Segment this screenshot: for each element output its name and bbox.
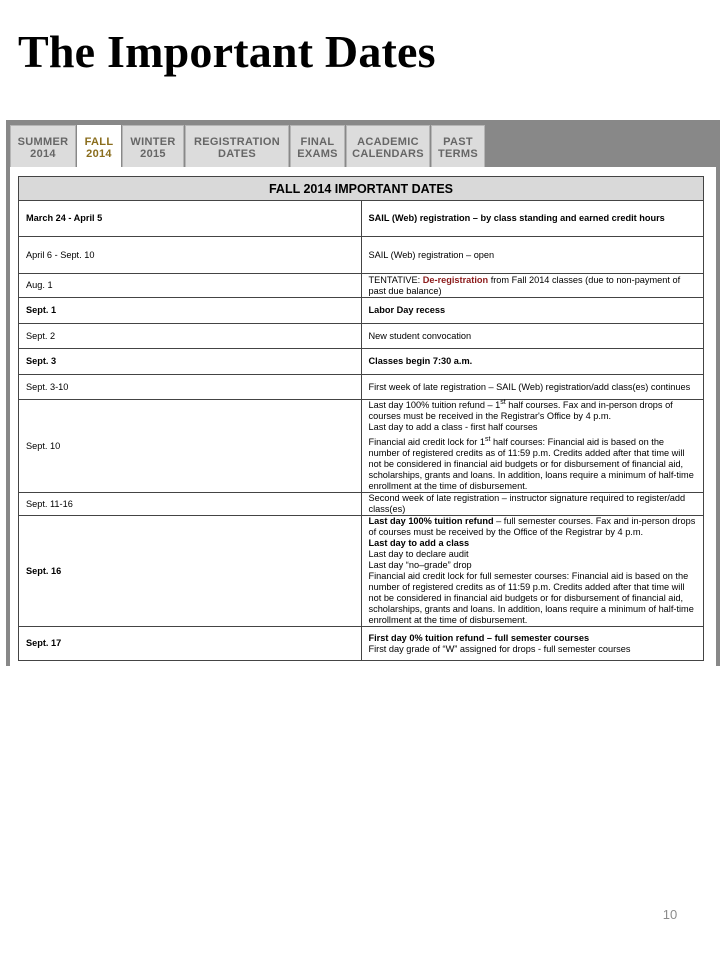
table-row [19,516,704,627]
row-date: Sept. 16 [19,516,362,627]
row-description [361,516,704,627]
row-date: Sept. 3 [19,349,362,375]
desc-suffix: from Fall 2014 classes (due to non-payment of past due balance) [368,274,681,296]
slide-title: The Important Dates [18,26,436,77]
row-date: March 24 - April 5 [19,201,362,237]
tab-label-line1: FINAL [300,136,335,148]
row-description: SAIL (Web) registration – by class standing and earned credit hours [361,201,704,237]
tab-label-line2: EXAMS [297,148,338,160]
desc-line: Financial aid credit lock for full semester courses: Financial aid is based on the number of registered credits as of 11:59 p.m. Credits added after that time will not be considered in financial aid budgets or for disbursement of financial aid, scholarships, grants and loans. In addition, loans require a minimum of half-time enrollment at the time of disbursement. [368,571,694,625]
important-dates-table [18,176,704,661]
tab-past-terms[interactable] [431,125,485,167]
tab-label-line1: FALL [84,136,114,148]
table-row [19,493,704,516]
tab-label-line1: PAST [443,136,473,148]
row-description [361,400,704,493]
tab-summer-2014[interactable] [10,125,76,167]
desc-line: Last day to declare audit [368,549,469,559]
tab-label-line1: REGISTRATION [194,136,280,148]
row-date: Sept. 2 [19,324,362,349]
desc-line: Last day “no–grade” drop [368,560,472,570]
row-description: First week of late registration – SAIL (Web) registration/add class(es) continues [361,375,704,400]
row-description: Second week of late registration – instructor signature required to register/add class(es) [361,493,704,516]
desc-line [369,400,697,422]
tab-label-line2: 2014 [86,148,112,160]
row-description [361,274,704,298]
table-row [19,627,704,661]
tab-label-line2: CALENDARS [352,148,424,160]
row-date: April 6 - Sept. 10 [19,237,362,274]
desc-line: Last day to add a class - first half courses [368,422,538,432]
tab-label-line1: SUMMER [17,136,69,148]
desc-line: First day grade of “W” assigned for drops - full semester courses [368,643,631,654]
desc-line: Last day to add a class [368,538,470,548]
row-description: New student convocation [361,324,704,349]
table-row [19,298,704,324]
desc-text: Last day 100% tuition refund – 1 [368,400,501,410]
desc-prefix: TENTATIVE: [368,274,423,285]
row-date: Sept. 11-16 [19,493,362,516]
desc-line: First day 0% tuition refund – full semester courses [368,632,590,643]
screenshot-frame [6,120,720,666]
table-row [19,375,704,400]
desc-text: Financial aid credit lock for 1 [368,437,485,447]
table-row [19,237,704,274]
tab-label-line2: TERMS [438,148,478,160]
row-description: Labor Day recess [361,298,704,324]
desc-text: half courses: Financial aid is based on the number of registered credits as of 11:59 p.m. Credits added after that time will not be considered in financial aid budgets or for disbursement of financial aid, scholarships, grants and loans. In addition, loans require a minimum of half-time enrollment at the time of disbursement. [368,437,694,491]
desc-line [369,437,697,492]
tab-academic-calendars[interactable] [346,125,430,167]
row-description [361,627,704,661]
tab-label-line2: 2015 [140,148,166,160]
tab-winter-2015[interactable] [122,125,184,167]
desc-text: half courses. Fax and in-person drops of courses must be received in the Registrar's Office by 4 p.m. [368,400,673,421]
tab-label-line1: ACADEMIC [357,136,419,148]
desc-line [369,516,697,538]
row-date: Sept. 1 [19,298,362,324]
row-description: SAIL (Web) registration – open [361,237,704,274]
row-description: Classes begin 7:30 a.m. [361,349,704,375]
row-date: Sept. 10 [19,400,362,493]
desc-bold-text: Last day 100% tuition refund [368,516,494,526]
table-row [19,400,704,493]
row-date: Sept. 17 [19,627,362,661]
table-row [19,324,704,349]
row-date: Aug. 1 [19,274,362,298]
tab-fall-2014[interactable] [77,125,121,168]
tab-final-exams[interactable] [290,125,345,167]
page-number: 10 [662,907,678,922]
table-header: FALL 2014 IMPORTANT DATES [19,177,704,201]
table-row [19,201,704,237]
tab-label-line1: WINTER [130,136,176,148]
table-row [19,349,704,375]
desc-text: – full semester courses. Fax and in-person drops of courses must be received by the Office of the Registrar by 4 p.m. [368,516,696,537]
row-date: Sept. 3-10 [19,375,362,400]
ordinal-suffix: st [500,399,506,406]
de-registration-highlight: De-registration [422,274,489,285]
tab-label-line2: 2014 [30,148,56,160]
ordinal-suffix: st [484,436,491,443]
tab-label-line2: DATES [218,148,256,160]
tab-registration-dates[interactable] [185,125,289,167]
table-row [19,274,704,298]
tab-panel [10,167,716,666]
